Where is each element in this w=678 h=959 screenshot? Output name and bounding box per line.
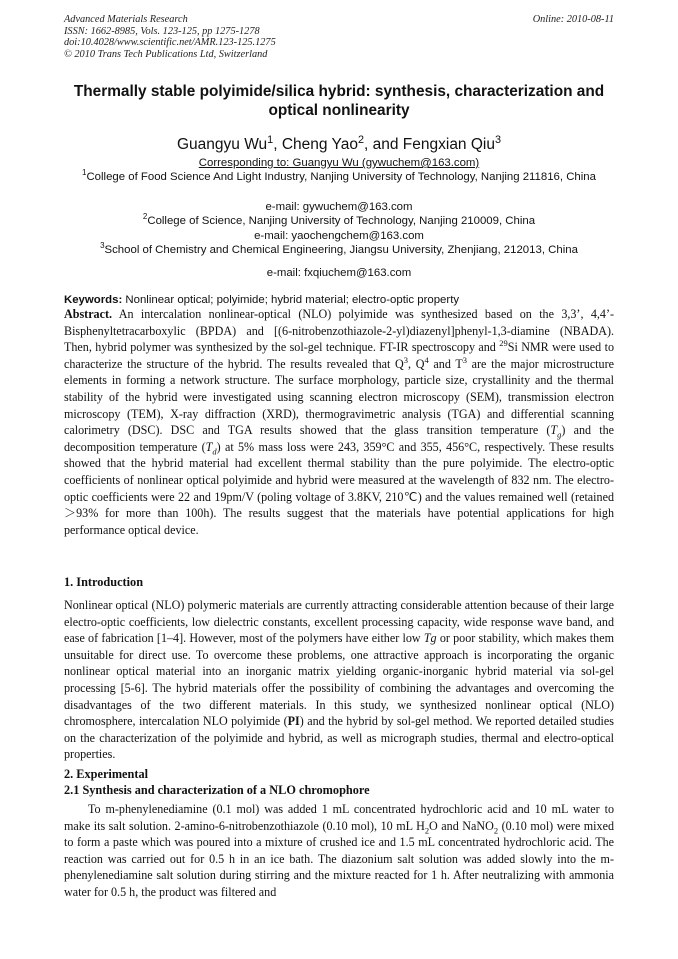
author-list	[0, 135, 678, 154]
doi-line: doi:10.4028/www.scientific.net/AMR.123-125.1275	[64, 37, 276, 49]
affiliation-1-email: e-mail: gywuchem@163.com	[265, 201, 413, 213]
abstract-text: An intercalation nonlinear-optical (NLO) polyimide was synthesized based on the 3,3’, 4,4’- Bisphenyltetracarboxylic (BPDA) and [(6-nitrobenzothiazole-2-yl)diazenyl]phenyl-1,3-diamine (NBADA). Then, hybrid polymer was synthesized by the sol-gel technique. FT-IR spectroscopy and	[64, 307, 614, 355]
copyright-line: © 2010 Trans Tech Publications Ltd, Switzerland	[64, 48, 268, 60]
keywords-label: Keywords:	[64, 294, 123, 306]
author-3: and Fengxian Qiu	[372, 136, 495, 153]
isotope-29: 29	[499, 338, 508, 349]
journal-name: Advanced Materials Research	[64, 14, 188, 25]
section-2-1-heading: 2.1 Synthesis and characterization of a NLO chromophore	[64, 783, 370, 797]
pi-bold: PI	[287, 714, 300, 729]
d-subscript: d	[212, 446, 217, 457]
section-2-heading: 2. Experimental	[64, 767, 149, 781]
affil-3-mark: 3	[100, 241, 105, 251]
abstract-text: are the major microstructure elements in forming a network structure. The surface morphology, particle size, crystallinity and the thermal stability of the hybrid were investigated using scanning electron microscopy (SEM), transmission electron microscopy (TEM), X-ray diffraction (XRD), thermogravimetric analysis (TGA) and differential scanning calorimetry (DSC). DSC and TGA results showed that the glass transition temperature (	[64, 356, 614, 438]
paper-title: Thermally stable polyimide/silica hybrid: synthesis, characterization and optical nonlinearity	[73, 83, 605, 119]
affiliation-3-email: e-mail: fxqiuchem@163.com	[266, 267, 412, 279]
author-1-affil-mark: 1	[267, 133, 274, 146]
intro-text: Nonlinear optical (NLO) polymeric materials are currently attracting considerable attention because of their large electro-optic coefficients, low dielectric constants, excellent processing capacity, wide response wave band, and ease of fabrication [1–4]. However, most of the polymers have either low	[64, 598, 614, 646]
abstract-text: , Q	[408, 356, 425, 371]
abstract-text: and T	[428, 356, 463, 371]
affil-1-mark: 1	[82, 168, 87, 178]
abstract-label: Abstract.	[64, 307, 113, 321]
nano2-subscript: 2	[493, 825, 499, 835]
tg-italic: Tg	[423, 631, 437, 646]
author-1: Guangyu Wu	[176, 136, 268, 153]
section-1-heading: 1. Introduction	[64, 575, 144, 589]
online-date: Online: 2010-08-11	[532, 14, 614, 25]
affiliation-2	[54, 214, 624, 229]
q4-superscript: 4	[424, 354, 429, 365]
abstract-text: Si NMR were used to characterize the structure of the hybrid. The results revealed that Q	[64, 340, 614, 371]
author-2-affil-mark: 2	[357, 133, 364, 146]
q3-superscript: 3	[403, 354, 409, 365]
h2o-subscript: 2	[424, 825, 430, 835]
experimental-paragraph	[64, 801, 614, 901]
t-letter: T	[205, 439, 213, 454]
tg-symbol	[550, 423, 562, 440]
abstract	[64, 306, 614, 538]
td-symbol	[205, 439, 217, 457]
journal-header	[64, 14, 276, 60]
abstract-text: ) and the decomposition temperature (	[64, 423, 614, 454]
intro-text: or poor stability, which makes them unsuitable for direct use. To overcome these problems, one attractive approach is incorporating the organic nonlinear optical material into an inorganic matrix yielding organic-inorganic hybrid material via sol-gel processing [5-6]. The hybrid materials offer the possibility of combining the advantages and overcoming the disadvantages of the two different materials. In this study, we synthesized nonlinear optical (NLO) chromosphere, intercalation NLO polyimide (	[64, 631, 614, 729]
corresponding-author: Corresponding to: Guangyu Wu (gywuchem@163.com)	[198, 157, 480, 169]
issn-line: ISSN: 1662-8985, Vols. 123-125, pp 1275-1278	[64, 25, 260, 37]
keywords-text: Nonlinear optical; polyimide; hybrid material; electro-optic property	[125, 294, 460, 306]
abstract-text: ) at 5% mass loss were 243, 359°C and 355, 456°C, respectively. These results showed that the hybrid material had excellent thermal stability than the pure polyimide. The electro-optic coefficients of nonlinear optical polyimide and hybrid were measured at the wavelength of 832 nm. The electro-optic coefficients were 22 and 19pm/V (poling voltage of 3.8KV, 210℃) and the values remained well (retained＞93% for more than 100h). The results suggest that the materials have potential applications for high performance optical device.	[64, 439, 615, 537]
author-3-affil-mark: 3	[494, 133, 502, 146]
affiliation-3-text: School of Chemistry and Chemical Engineering, Jiangsu University, Zhenjiang, 212013, China	[104, 244, 578, 256]
introduction-paragraph	[64, 597, 614, 763]
affiliation-3	[54, 243, 624, 258]
affiliation-1-text: College of Food Science And Light Industry, Nanjing University of Technology, Nanjing 211816, China	[86, 171, 596, 183]
author-separator: ,	[364, 136, 373, 153]
affil-2-mark: 2	[142, 212, 148, 222]
g-subscript: g	[557, 429, 562, 440]
author-2: Cheng Yao	[281, 136, 358, 153]
affiliation-2-email: e-mail: yaochengchem@163.com	[254, 230, 424, 242]
keywords	[64, 293, 614, 307]
affiliation-1	[54, 170, 624, 185]
exp-text: To m-phenylenediamine (0.1 mol) was added 1 mL concentrated hydrochloric acid and 10 mL water to make its salt solution. 2-amino-6-nitrobenzothiazole (0.10 mol), 10 mL H	[64, 802, 614, 833]
exp-text: (0.10 mol) were mixed to form a paste which was poured into a mixture of crushed ice and 1.5 mL concentrated hydrochloric acid. The reaction was carried out for 0.5 h in an ice bath. The diazonium salt solution was added slowly into the m-phenylenediamine salt solution during stirring and the mixture reacted for 1 h. After neutralizing with ammonia water for 0.5 h, the product was filtered and	[64, 818, 614, 899]
t-letter: T	[550, 423, 558, 438]
intro-text: ) and the hybrid by sol-gel method. We reported detailed studies on the characterization of the polyimide and hybrid, as well as micrograph studies, thermal and electro-optical properties.	[64, 714, 614, 762]
affiliation-2-text: College of Science, Nanjing University of Technology, Nanjing 210009, China	[147, 215, 536, 227]
exp-text: O and NaNO	[429, 818, 494, 833]
t3-superscript: 3	[462, 354, 467, 365]
author-separator: ,	[273, 136, 282, 153]
